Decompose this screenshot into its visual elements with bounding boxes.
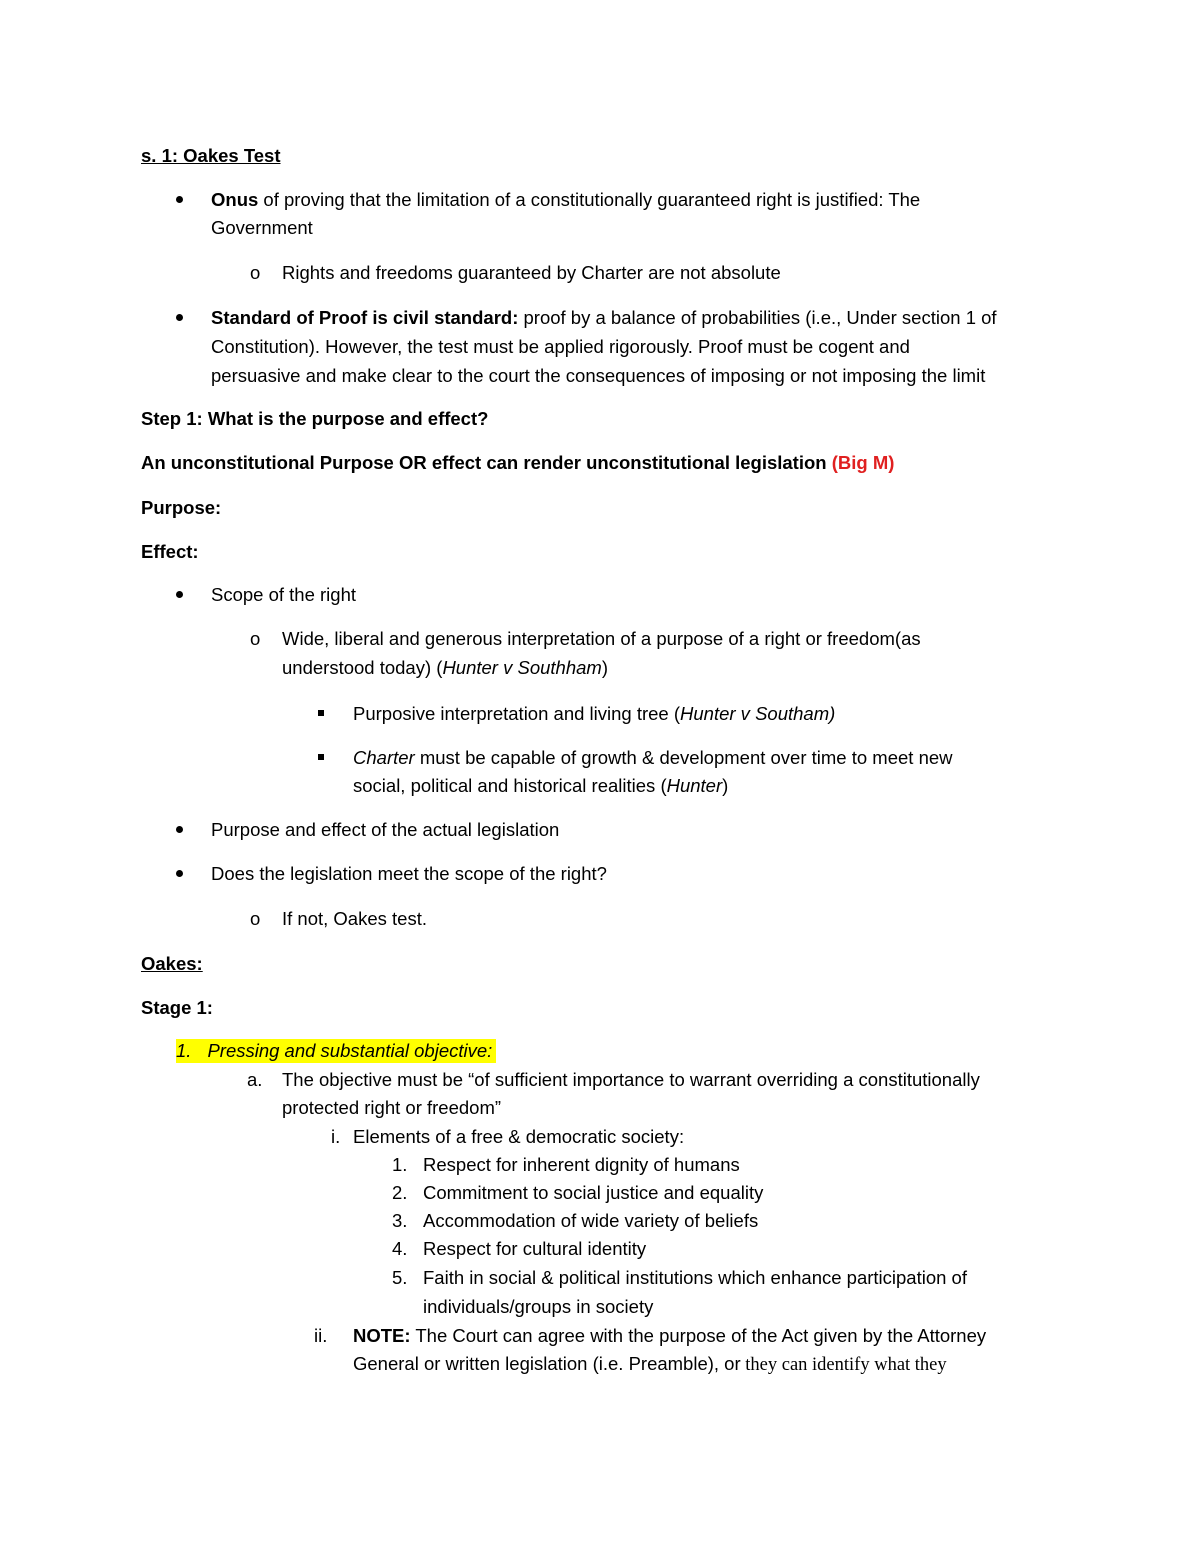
case-big-m: (Big M) — [831, 452, 895, 473]
charter-text: must be capable of growth & development over time to meet new — [414, 747, 953, 768]
purpose-label: Purpose: — [141, 497, 222, 518]
note-text: The Court can agree with the purpose of the Act given by the Attorney — [410, 1325, 987, 1346]
objective-line2: protected right or freedom” — [282, 1097, 502, 1118]
pressing-text: Pressing and substantial objective: — [207, 1040, 493, 1061]
unconstitutional-line — [141, 451, 894, 475]
purposive-line — [353, 702, 835, 726]
element-number: 2. — [392, 1182, 408, 1203]
scope-label: Scope of the right — [211, 584, 357, 605]
scope-sub1-text: understood today) ( — [282, 657, 443, 678]
square-bullet-icon — [318, 710, 324, 716]
element-item: Respect for inherent dignity of humans — [423, 1154, 740, 1175]
note-line2-serif: they can identify what they — [740, 1355, 947, 1375]
standard-line3: persuasive and make clear to the court the consequences of imposing or not imposing the limit — [211, 365, 986, 386]
note-line2-text: General or written legislation (i.e. Preamble), or — [353, 1353, 741, 1374]
scope-sub1-line2 — [282, 656, 608, 680]
circle-bullet: o — [250, 628, 261, 649]
note-bold: NOTE: — [353, 1325, 411, 1346]
marker-i: i. — [331, 1126, 341, 1147]
circle-bullet: o — [250, 262, 261, 283]
element-number: 1. — [392, 1154, 408, 1175]
if-not-line: If not, Oakes test. — [282, 908, 427, 929]
unconstitutional-text: An unconstitutional Purpose OR effect can render unconstitutional legislation — [141, 452, 832, 473]
section-heading: s. 1: Oakes Test — [141, 145, 281, 166]
does-meet-line: Does the legislation meet the scope of the right? — [211, 863, 607, 884]
marker-a: a. — [247, 1069, 263, 1090]
onus-text: of proving that the limitation of a constitutionally guaranteed right is justified: The — [258, 189, 921, 210]
standard-line1 — [211, 306, 997, 330]
objective-line1: The objective must be “of sufficient importance to warrant overriding a constitutionally — [282, 1069, 980, 1090]
charter-italic: Charter — [353, 747, 415, 768]
elements-label: Elements of a free & democratic society: — [353, 1126, 685, 1147]
element-number: 5. — [392, 1267, 408, 1288]
element-item: Respect for cultural identity — [423, 1238, 647, 1259]
pressing-number: 1. — [176, 1040, 192, 1061]
scope-sub1-line1: Wide, liberal and generous interpretation of a purpose of a right or freedom(as — [282, 628, 921, 649]
onus-line — [211, 188, 920, 212]
bullet-icon — [176, 196, 183, 203]
element-item: Faith in social & political institutions which enhance participation of — [423, 1267, 967, 1288]
element-number: 4. — [392, 1238, 408, 1259]
standard-line2: Constitution). However, the test must be applied rigorously. Proof must be cogent and — [211, 336, 910, 357]
charter-line1 — [353, 746, 953, 770]
onus-sub: Rights and freedoms guaranteed by Charter are not absolute — [282, 262, 781, 283]
bullet-icon — [176, 314, 183, 321]
step1-heading: Step 1: What is the purpose and effect? — [141, 408, 489, 429]
standard-text: proof by a balance of probabilities (i.e., Under section 1 of — [518, 307, 997, 328]
case-hunter-southham: Hunter v Southham — [442, 657, 602, 678]
pressing-line — [176, 1039, 496, 1063]
scope-sub1-close: ) — [601, 657, 609, 678]
standard-bold: Standard of Proof is civil standard: — [211, 307, 519, 328]
purposive-text: Purposive interpretation and living tree ( — [353, 703, 681, 724]
charter-line2-text: social, political and historical realities ( — [353, 775, 667, 796]
note-line2 — [353, 1352, 947, 1377]
marker-ii: ii. — [314, 1325, 328, 1346]
purpose-effect-line: Purpose and effect of the actual legislation — [211, 819, 560, 840]
element-item: Accommodation of wide variety of beliefs — [423, 1210, 759, 1231]
onus-cont: Government — [211, 217, 313, 238]
element-item: Commitment to social justice and equality — [423, 1182, 764, 1203]
case-hunter-southam: Hunter v Southam) — [680, 703, 836, 724]
element-item-cont: individuals/groups in society — [423, 1296, 654, 1317]
bullet-icon — [176, 826, 183, 833]
note-line1 — [353, 1324, 986, 1348]
element-number: 3. — [392, 1210, 408, 1231]
onus-bold: Onus — [211, 189, 259, 210]
charter-line2 — [353, 774, 728, 798]
circle-bullet: o — [250, 908, 261, 929]
square-bullet-icon — [318, 754, 324, 760]
bullet-icon — [176, 591, 183, 598]
stage1-heading: Stage 1: — [141, 997, 213, 1018]
case-hunter: Hunter — [666, 775, 723, 796]
bullet-icon — [176, 870, 183, 877]
oakes-heading: Oakes: — [141, 953, 203, 974]
effect-label: Effect: — [141, 541, 199, 562]
charter-line2-close: ) — [722, 775, 729, 796]
